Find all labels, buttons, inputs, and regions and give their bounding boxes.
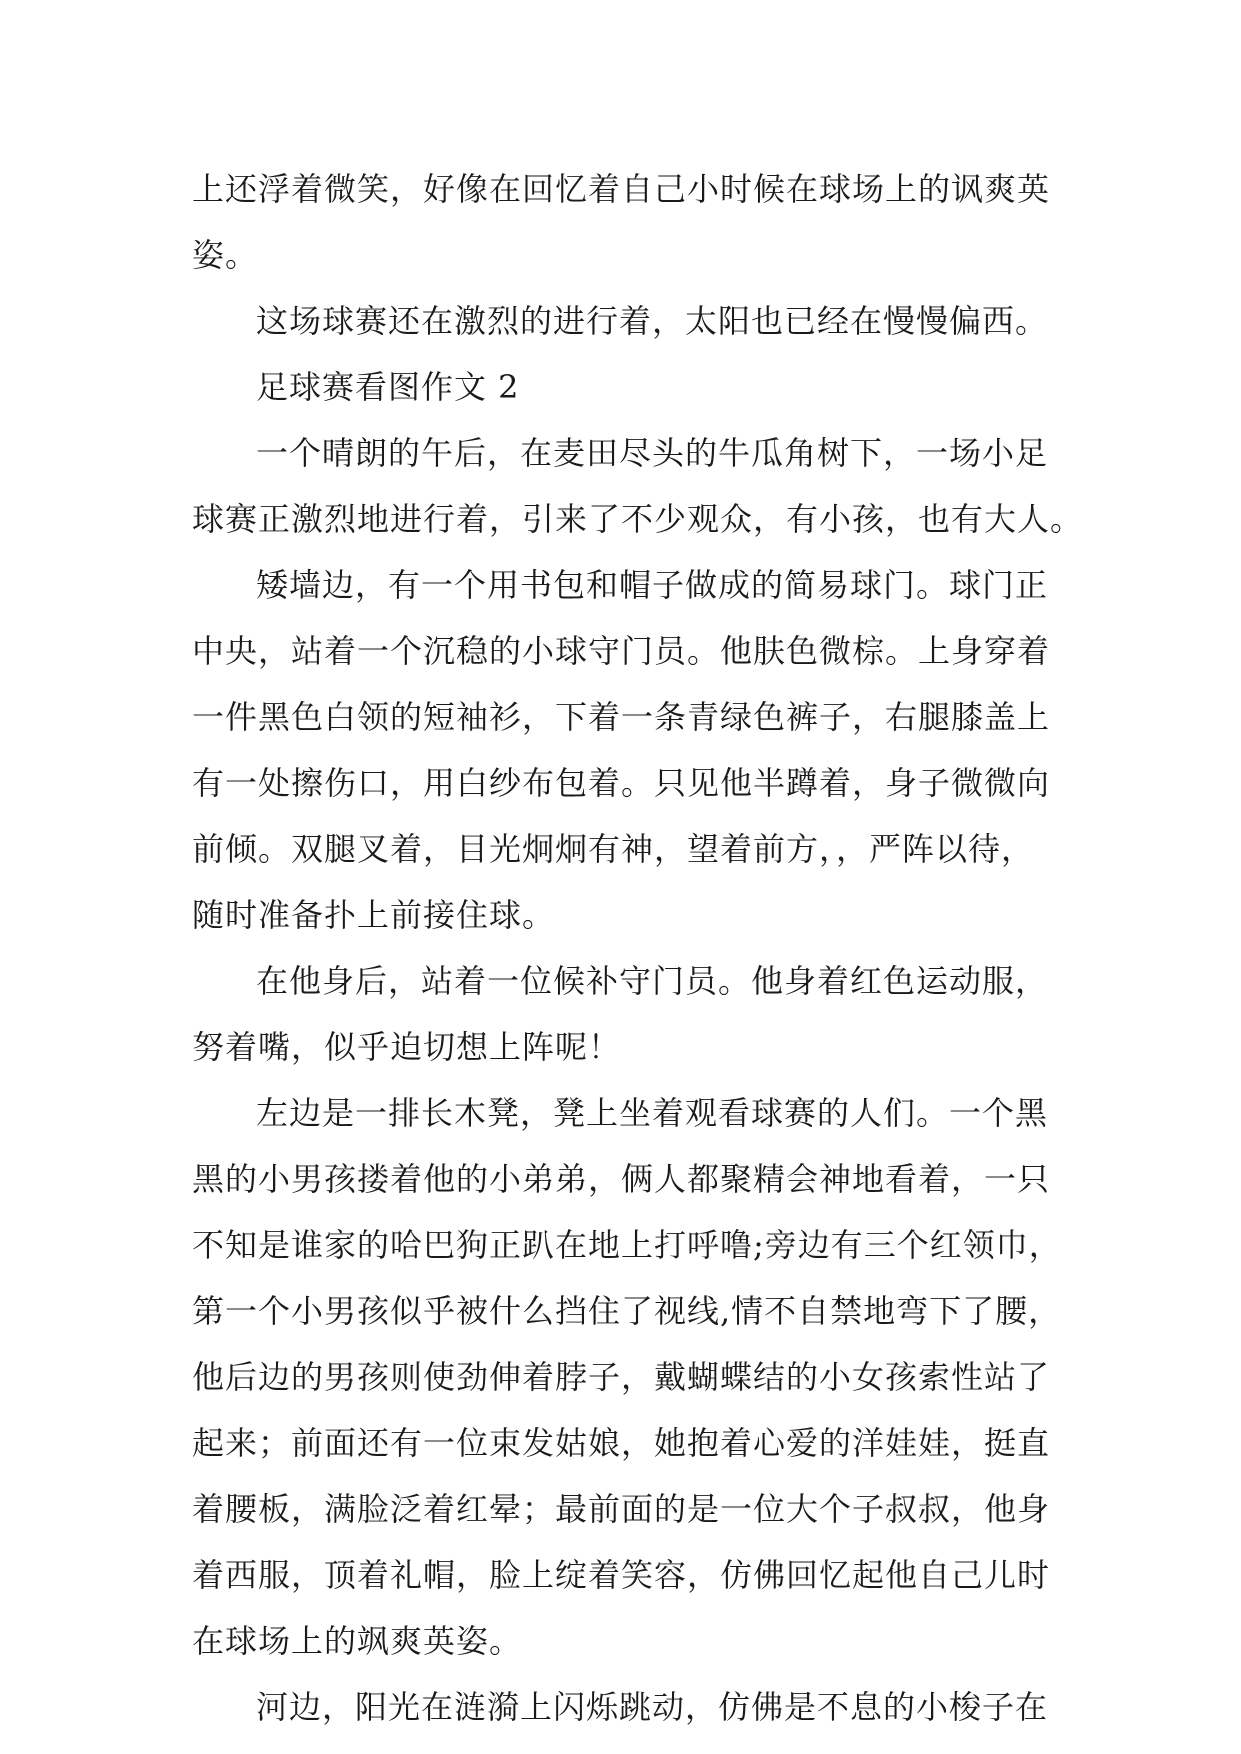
text-line: 前倾。双腿叉着，目光炯炯有神，望着前方，，严阵以待， [192,830,1035,868]
text-line: 河边，阳光在涟漪上闪烁跳动，仿佛是不息的小梭子在 [256,1688,1049,1726]
text-line: 在他身后，站着一位候补守门员。他身着红色运动服， [256,962,1049,1000]
text-line: 中央，站着一个沉稳的小球守门员。他肤色微棕。上身穿着 [192,632,1051,670]
section-heading [192,354,1064,420]
paragraph-1 [192,156,1064,288]
text-line: 着西服，顶着礼帽，脸上绽着笑容，仿佛回忆起他自己儿时 [192,1556,1051,1594]
text-line: 他后边的男孩则使劲伸着脖子，戴蝴蝶结的小女孩索性站了 [192,1358,1051,1396]
text-line: 着腰板，满脸泛着红晕；最前面的是一位大个子叔叔，他身 [192,1490,1051,1528]
text-line: 一个晴朗的午后，在麦田尽头的牛瓜角树下，一场小足 [256,434,1049,472]
text-line: 一件黑色白领的短袖衫，下着一条青绿色裤子，右腿膝盖上 [192,698,1051,736]
text-line: 左边是一排长木凳，凳上坐着观看球赛的人们。一个黑 [256,1094,1049,1132]
paragraph-4 [192,420,1084,552]
text-line: 这场球赛还在激烈的进行着，太阳也已经在慢慢偏西。 [256,302,1049,340]
text-line: 球赛正激烈地进行着，引来了不少观众，有小孩，也有大人。 [192,500,1084,538]
text-line: 随时准备扑上前接住球。 [192,896,556,934]
text-line: 努着嘴，似乎迫切想上阵呢！ [192,1028,622,1066]
text-line: 在球场上的飒爽英姿。 [192,1622,523,1660]
text-line: 第一个小男孩似乎被什么挡住了视线,情不自禁地弯下了腰， [192,1292,1062,1330]
text-line: 不知是谁家的哈巴狗正趴在地上打呼噜;旁边有三个红领巾， [192,1226,1062,1264]
text-line: 有一处擦伤口，用白纱布包着。只见他半蹲着，身子微微向 [192,764,1051,802]
paragraph-6 [192,948,1064,1080]
heading-line: 足球赛看图作文 2 [256,368,520,406]
paragraph-7 [192,1080,1064,1674]
paragraph-8 [192,1674,1064,1740]
body-text [192,156,1084,1740]
text-line: 起来；前面还有一位束发姑娘，她抱着心爱的洋娃娃，挺直 [192,1424,1051,1462]
paragraph-5 [192,552,1064,948]
text-line: 黑的小男孩搂着他的小弟弟，俩人都聚精会神地看着，一只 [192,1160,1051,1198]
text-line: 姿。 [192,236,259,274]
text-line: 上还浮着微笑，好像在回忆着自己小时候在球场上的讽爽英 [192,170,1051,208]
paragraph-2 [192,288,1064,354]
text-line: 矮墙边，有一个用书包和帽子做成的简易球门。球门正 [256,566,1049,604]
